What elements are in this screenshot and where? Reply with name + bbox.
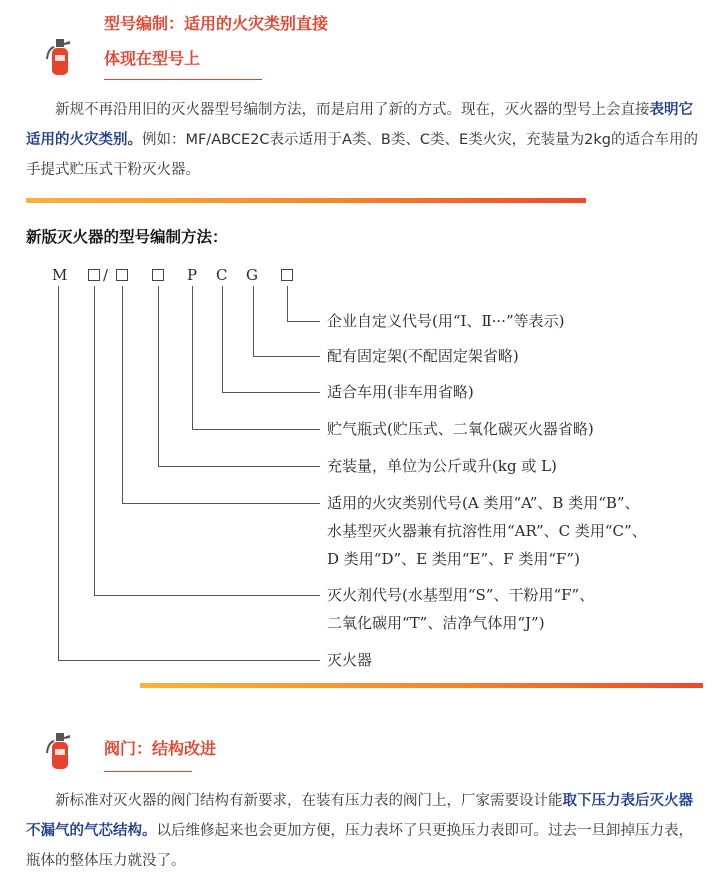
connector-agent-h xyxy=(94,595,320,596)
code-box-agent xyxy=(88,269,100,281)
code-g: G xyxy=(246,266,258,284)
connector-c-v xyxy=(222,286,223,392)
diagram-heading: 新版灭火器的型号编制方法： xyxy=(26,228,228,246)
connector-fire-class-h xyxy=(122,503,320,504)
connector-custom-v xyxy=(287,286,288,321)
section1-title-line1: 型号编制：适用的火灾类别直接 xyxy=(104,14,329,33)
label-gas-cartridge: 贮气瓶式(贮压式、二氧化碳灭火器省略) xyxy=(327,420,594,438)
divider-bar-2 xyxy=(140,683,703,688)
code-box-custom xyxy=(281,269,293,281)
connector-g-h xyxy=(253,356,320,357)
connector-capacity-v xyxy=(158,286,159,466)
code-c: C xyxy=(216,266,228,284)
connector-m-v xyxy=(58,286,59,660)
code-m: M xyxy=(52,266,68,284)
connector-p-h xyxy=(192,429,320,430)
connector-custom-h xyxy=(287,321,320,322)
label-fire-class-1: 适用的火灾类别代号(A 类用“A”、B 类用“B”、 xyxy=(327,494,640,512)
section2-paragraph xyxy=(26,786,706,876)
section2-para-highlight: 取下压力表后灭火器不漏气的气芯结构。 xyxy=(26,793,693,839)
label-fire-class-3: D 类用“D”、E 类用“E”、F 类用“F”) xyxy=(327,550,580,568)
connector-c-h xyxy=(222,392,320,393)
connector-capacity-h xyxy=(158,466,320,467)
connector-agent-v xyxy=(94,286,95,595)
code-p: P xyxy=(187,266,198,284)
label-fixed-bracket: 配有固定架(不配固定架省略) xyxy=(327,347,519,365)
section2-para-text-end: 以后维修起来也会更加方便，压力表坏了只更换压力表即可。过去一旦卸掉压力表，瓶体的整体压力就没了。 xyxy=(26,823,693,869)
label-capacity: 充装量，单位为公斤或升(kg 或 L) xyxy=(327,457,557,475)
connector-m-h xyxy=(58,660,320,661)
section1-para-text: 新规不再沿用旧的灭火器型号编制方法，而是启用了新的方式。现在，灭火器的型号上会直接 xyxy=(55,102,650,118)
section1-para-text-end: 例如：MF/ABCE2C表示适用于A类、B类、C类、E类火灾，充装量为2kg的适合车用的手提式贮压式干粉灭火器。 xyxy=(26,132,698,178)
section2-para-text: 新标准对灭火器的阀门结构有新要求，在装有压力表的阀门上，厂家需要设计能 xyxy=(55,793,563,809)
code-box-capacity xyxy=(152,269,164,281)
label-agent-2: 二氧化碳用“T”、洁净气体用“J”) xyxy=(327,614,545,632)
section1-para-highlight: 表明它适用的火灾类别。 xyxy=(26,102,693,148)
label-extinguisher: 灭火器 xyxy=(327,651,373,669)
section2-title-underline xyxy=(104,771,192,772)
connector-fire-class-v xyxy=(122,286,123,503)
code-box-fire-class xyxy=(116,269,128,281)
label-vehicle: 适合车用(非车用省略) xyxy=(327,383,474,401)
code-slash: / xyxy=(103,266,109,284)
label-agent-1: 灭火剂代号(水基型用“S”、干粉用“F”、 xyxy=(327,586,595,604)
section1-title-line2: 体现在型号上 xyxy=(104,49,201,68)
label-custom-code: 企业自定义代号(用“Ⅰ、Ⅱ···”等表示) xyxy=(327,312,565,330)
connector-g-v xyxy=(253,286,254,356)
fire-extinguisher-icon xyxy=(42,729,76,771)
label-fire-class-2: 水基型灭火器兼有抗溶性用“AR”、C 类用“C”、 xyxy=(327,522,647,540)
section2-title: 阀门：结构改进 xyxy=(104,739,217,758)
connector-p-v xyxy=(192,286,193,429)
